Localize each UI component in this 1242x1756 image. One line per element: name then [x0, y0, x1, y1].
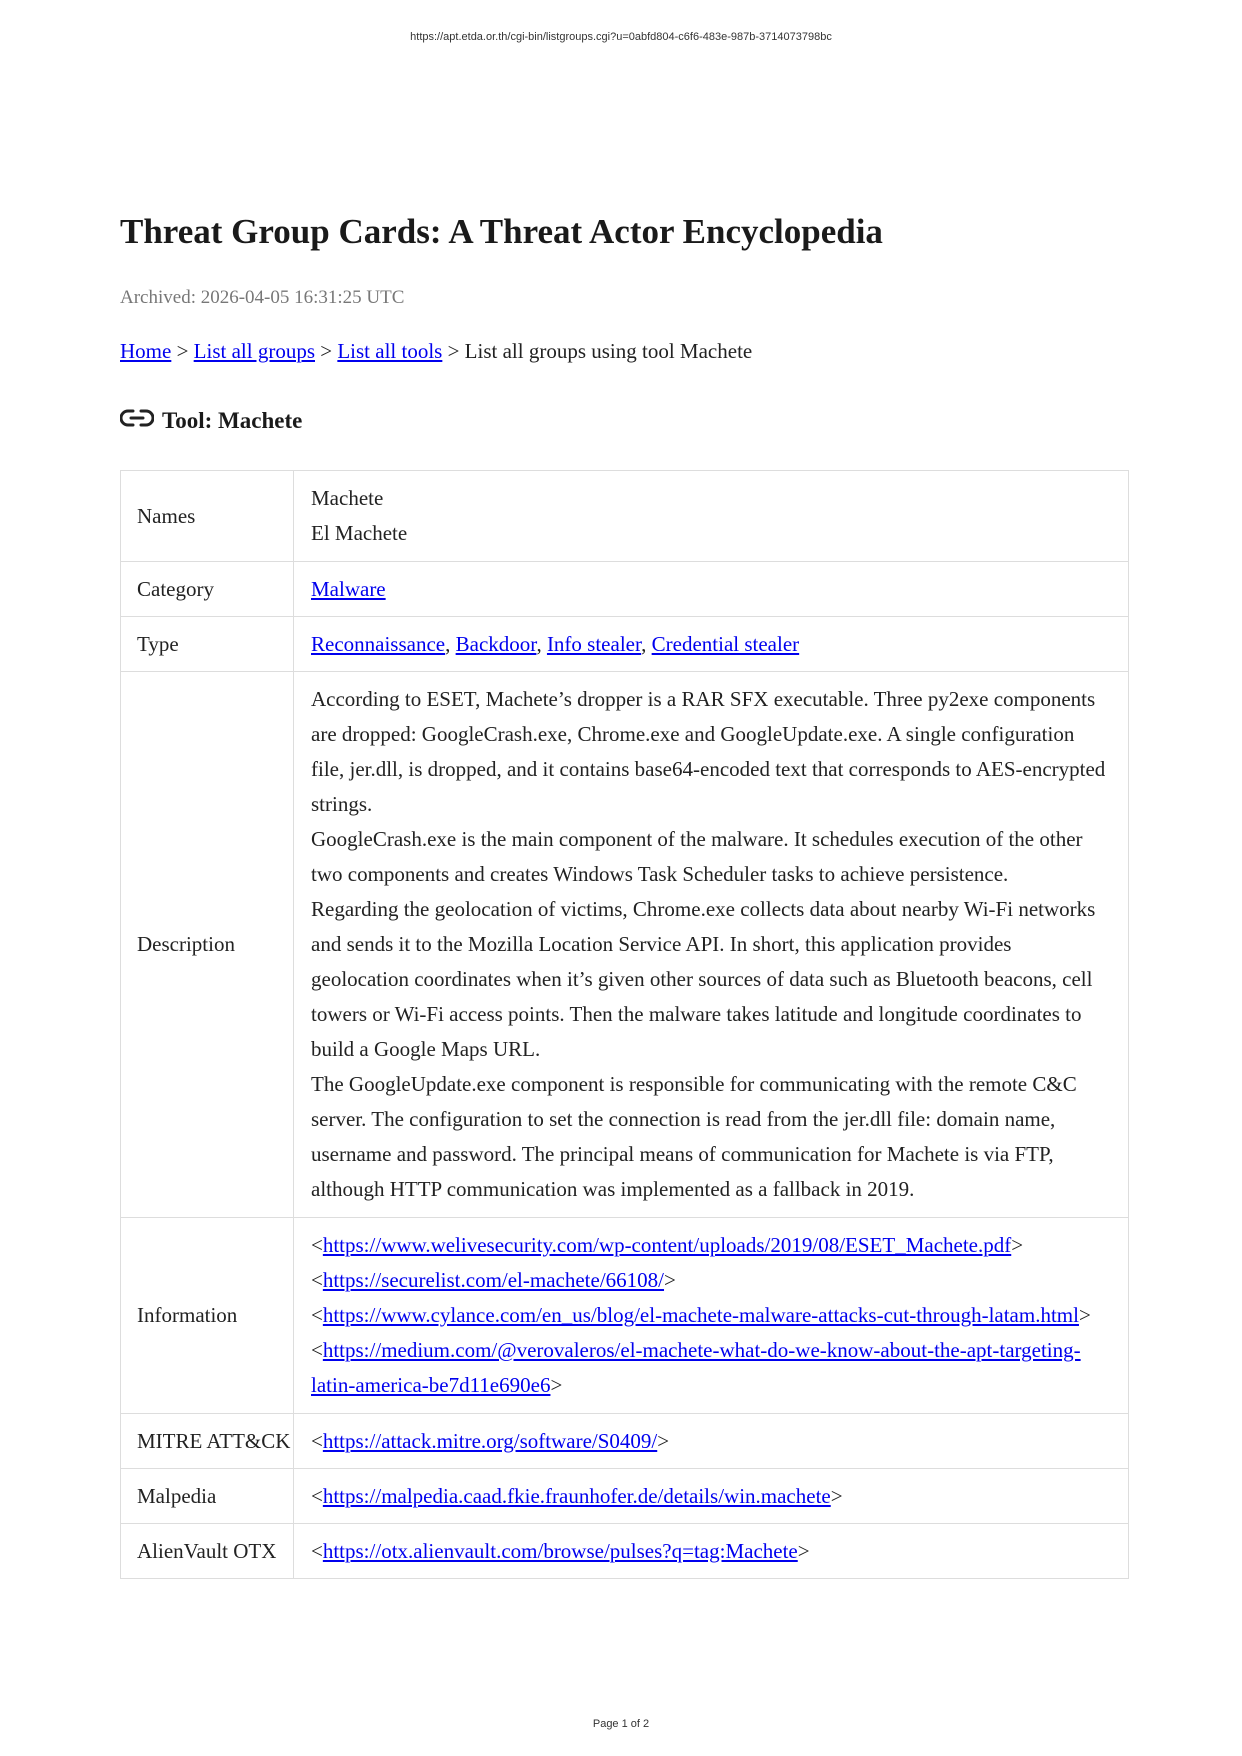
list-separator: ,: [445, 631, 456, 656]
tool-heading-text: Tool: Machete: [162, 408, 303, 433]
table-row-information: [121, 1218, 1129, 1414]
description-paragraph: GoogleCrash.exe is the main component of the malware. It schedules execution of the other two components and creates Windows Task Scheduler tasks to achieve persistence.: [311, 827, 1083, 886]
row-label: Malpedia: [121, 1469, 294, 1524]
list-separator: ,: [536, 631, 547, 656]
description-paragraph: According to ESET, Machete’s dropper is a RAR SFX executable. Three py2exe components are dropped: GoogleCrash.exe, Chrome.exe and GoogleUpdate.exe. A single configuration file, jer.dll, is dropped, and it contains base64-encoded text that corresponds to AES-encrypted strings.: [311, 687, 1106, 816]
tool-heading: [120, 408, 302, 434]
link-icon: [120, 408, 154, 428]
breadcrumb-separator: >: [315, 339, 338, 363]
info-link[interactable]: https://securelist.com/el-machete/66108/: [322, 1268, 665, 1292]
name-value: Machete: [311, 486, 384, 510]
type-link[interactable]: Info stealer: [546, 631, 642, 656]
breadcrumb: [120, 339, 752, 364]
breadcrumb-current: > List all groups using tool Machete: [442, 339, 753, 363]
angle-bracket: <: [311, 1233, 323, 1257]
info-link[interactable]: https://www.cylance.com/en_us/blog/el-machete-malware-attacks-cut-through-latam.html: [322, 1303, 1079, 1327]
row-label: AlienVault OTX: [121, 1524, 294, 1579]
breadcrumb-groups-link[interactable]: List all groups: [193, 339, 315, 363]
info-link[interactable]: https://medium.com/@verovaleros/el-machete-what-do-we-know-about-the-apt-targeting-latin-america-be7d11e690e6: [311, 1338, 1081, 1397]
type-link[interactable]: Credential stealer: [651, 631, 800, 656]
angle-bracket: >: [797, 1538, 810, 1563]
page-title: Threat Group Cards: A Threat Actor Encyclopedia: [120, 212, 883, 251]
row-label: MITRE ATT&CK: [121, 1414, 294, 1469]
table-row-type: [121, 617, 1129, 672]
row-label: Description: [121, 672, 294, 1218]
info-link-line: [311, 1333, 1112, 1403]
malpedia-cell: [294, 1469, 1129, 1524]
table-row-description: [121, 672, 1129, 1218]
angle-bracket: <: [311, 1538, 323, 1563]
info-link-line: [311, 1298, 1112, 1333]
mitre-link[interactable]: https://attack.mitre.org/software/S0409/: [322, 1428, 658, 1453]
row-label: Category: [121, 562, 294, 617]
malpedia-link[interactable]: https://malpedia.caad.fkie.fraunhofer.de/details/win.machete: [322, 1483, 831, 1508]
mitre-cell: [294, 1414, 1129, 1469]
category-link[interactable]: Malware: [311, 576, 386, 601]
description-paragraph: The GoogleUpdate.exe component is responsible for communicating with the remote C&C server. The configuration to set the connection is read from the jer.dll file: domain name, username and password. The principal means of communication for Machete is via FTP, although HTTP communication was implemented as a fallback in 2019.: [311, 1072, 1077, 1201]
table-row-alienvault: [121, 1524, 1129, 1579]
row-label: Information: [121, 1218, 294, 1414]
type-cell: [294, 617, 1129, 672]
angle-bracket: >: [1078, 1303, 1091, 1327]
row-label: Type: [121, 617, 294, 672]
type-link[interactable]: Reconnaissance: [311, 631, 446, 656]
angle-bracket: >: [664, 1268, 676, 1292]
table-row-category: [121, 562, 1129, 617]
page-url-header: https://apt.etda.or.th/cgi-bin/listgroups.cgi?u=0abfd804-c6f6-483e-987b-3714073798bc: [410, 31, 832, 43]
description-cell: [294, 672, 1129, 1218]
row-label: Names: [121, 471, 294, 562]
name-value: El Machete: [311, 521, 408, 545]
type-link[interactable]: Backdoor: [455, 631, 537, 656]
breadcrumb-tools-link[interactable]: List all tools: [337, 339, 443, 363]
angle-bracket: >: [657, 1428, 670, 1453]
alienvault-link[interactable]: https://otx.alienvault.com/browse/pulses?q=tag:Machete: [322, 1538, 798, 1563]
info-link[interactable]: https://www.welivesecurity.com/wp-content/uploads/2019/08/ESET_Machete.pdf: [322, 1233, 1012, 1257]
angle-bracket: >: [550, 1373, 563, 1397]
angle-bracket: >: [1011, 1233, 1024, 1257]
names-cell: [294, 471, 1129, 562]
info-link-line: [311, 1263, 1112, 1298]
angle-bracket: <: [311, 1268, 323, 1292]
page-number-footer: Page 1 of 2: [592, 1718, 650, 1730]
breadcrumb-separator: >: [171, 339, 194, 363]
description-paragraph: Regarding the geolocation of victims, Chrome.exe collects data about nearby Wi-Fi networks and sends it to the Mozilla Location Service API. In short, this application provides geolocation coordinates when it’s given other sources of data such as Bluetooth beacons, cell towers or Wi-Fi access points. Then the malware takes latitude and longitude coordinates to build a Google Maps URL.: [311, 897, 1096, 1061]
archived-timestamp: Archived: 2026-04-05 16:31:25 UTC: [120, 287, 405, 308]
information-cell: [294, 1218, 1129, 1414]
angle-bracket: <: [311, 1483, 323, 1508]
table-row-mitre: [121, 1414, 1129, 1469]
table-row-names: [121, 471, 1129, 562]
angle-bracket: >: [830, 1483, 843, 1508]
category-cell: [294, 562, 1129, 617]
angle-bracket: <: [311, 1338, 323, 1362]
table-row-malpedia: [121, 1469, 1129, 1524]
angle-bracket: <: [311, 1303, 323, 1327]
list-separator: ,: [641, 631, 652, 656]
alienvault-cell: [294, 1524, 1129, 1579]
breadcrumb-home-link[interactable]: Home: [120, 339, 172, 363]
info-link-line: [311, 1228, 1112, 1263]
angle-bracket: <: [311, 1428, 323, 1453]
tool-info-table: [120, 470, 1129, 1579]
